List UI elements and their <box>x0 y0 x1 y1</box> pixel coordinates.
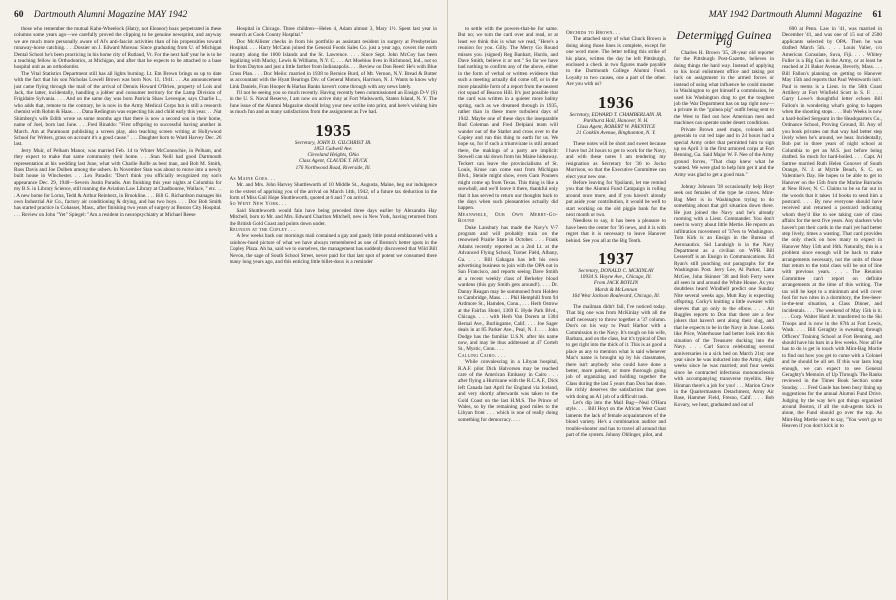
class-year-1935: 1935 <box>315 120 352 140</box>
right-page-header <box>458 10 882 24</box>
paragraph: These notes will be short and sweet because I have but 24 hours to get to work for the Navy, and with these notes I am tendering my resignation as Secretary for '36 to Jocko Morrison, so that the Executive Committee can elect your new one. <box>566 141 666 180</box>
right-column-1 <box>458 26 558 600</box>
paragraph: The attached story of what Chuck Brown is doing along those lines is complete, except for one word more. The letter telling this strike of his plans, written the day he left Pittsburgh, enclosed a check in two figures made payable to the Dartmouth College Alumni Fund. Loyalty to two causes, one a part of the other. Are you with us? <box>566 36 666 88</box>
paragraph: Said Shuttleworth would fain have being preceded three days earlier by Alexandra Hay Mitchell, born to Mr. and Mrs. Edward Charlton Mitchell, new in New York, having returned from the British Gold Coast and points down under. <box>229 207 437 227</box>
class-address: Parkhurst Hall, Hanover, N. H. <box>583 117 649 124</box>
paragraph: The mailman didn't fail, I've noticed today. That big one was from McKinlay with all the stuff necessary to throw together a '37 column. Don's on his way to Pearl Harbor with a Commission in the Navy. It's tough on his wife, Barbara, and on the class, but it's typical of Don to get right into the thick of it. This is as good a place as any to mention what is said whenever Mac's name is brought up by his classmates, there isn't anybody who could have done a better, more patient, or more thorough going job of organizing and holding together the Class during the last 5 years than Don has done. He richly deserves the satisfaction that goes with doing an A1 job of a difficult task. <box>566 303 666 400</box>
right-running-head: MAY 1942 Dartmouth Alumni Magazine <box>708 10 863 20</box>
class-address: 1853 Cadwell Ave. <box>313 145 353 152</box>
class-secretary: Secretary, EDWARD T. CHAMBERLAIN JR. <box>569 111 663 118</box>
paragraph: Doc McAllister checks in from his portfolio as assistant resident in surgery at Presbyterian Hospital. . . . Harry McCann joined the General Foods Sales Co. just a year ago, covers the north country along the 1000 Islands and the St. Lawrence. . . . Since Sept. John McCoy has been legalizing with Macky, Lewis & Williams, N.Y. C. . . . Art Moebius lives in Richmond, Ind., not so far from Dayton and just a little farther from Indianapolis. . . . Review on Don Reed: He's with Blue Cross Plan. . . . Doc Meilo: married in 1938 to Bernice Burd, of Mt. Vernon, N.Y. Bread & Butter as accountant with the Hyatt Bearings Div. of General Motors, Harrison, N. J. Wants to know why Link Daniels, Fran Hooper & Harlan Banks haven't come through with any news lately. <box>229 38 437 90</box>
column-contributor: From JACK BOYLIN <box>593 280 639 287</box>
right-page-number: 61 <box>872 10 882 20</box>
class-1935-header <box>230 122 438 171</box>
class-agent: Class Agent, ROBERT W. PRENTICE <box>576 124 656 131</box>
paragraph: Needless to say, it has been a pleasure to have been the center for '36 news, and it is with regret that it is necessary to leave Hanover behind. See you all at the Big Tenth. <box>566 218 666 244</box>
paragraph: Hospital in Chicago. Three children—Helen 4, Adam almost 3, Mary 1½. Spent last year in research at Cook County Hospital." <box>229 26 437 39</box>
paragraph: Charles H. Brown '35, 28-year old reporter for the Pittsburgh Post-Gazette, believes in doing things the hard way. Instead of applying to his local enlistment office and taking pot luck on assignment in the armed forces or instead of using what influence he could muster in Washington to get himself a commission, he used his Washington drag to get the toughest job the War Department has on tap right now—a private in the "guinea pig" outfit being sent to the West to find out how American men and machines can operate under desert conditions. <box>674 49 774 127</box>
class-agent: Class Agent, CLAUDE T. HUCK <box>299 158 368 165</box>
subheading: As Maine Goes. . . <box>229 175 276 182</box>
paragraph: 600 at Penn. Law in '41, was married in December '41, and was one of 15 out of 2500 applicants selected by OPA. Then he was drafted March 5th. . . . Louis Valier, c/o American Consulate, Suva, Fiji. . . . Whitey Fuller is a Big Gun in the Army, or at least he reached at 21 Baker Avenue, Beverly, Mass. . . . Bill Fallon's planning on getting to Hanover May 15th and reports that Paul Wentworth isn't. Paul is teems is a Lieut. in the 56th Coast Artillery at Fort Winfield Scott in S. F. . . . Garry Lowe's thoughtful letter echoes Bill Fallon's in wondering what's going to happen when the shooting stops. . . . Bob Weeks is now a hard-boiled Sergeant in the Headquarters Co., Ordnance School, Proving Ground, Ill. Any of you book privates out that way had better step lively when he's around, we hear. Incidentally, Bob put in three years of night school at Columbia to get an M.S. just before being drafted. So much for hard-boiled. . . . Capt. Al Sattree married Ruth Helen Conover of South Orange, N. J. at Myrtle Beach, S. C. on Valentine's Day. He hopes to be able to get to Hanover on the 15th from the Marine Barracks at New River, N. C. Claims to be so far out in the woods that it takes 14 books to send him a postcard. . . . By now everyone should have received and returned a postcard indicating whom they'd like to see taking care of class affairs for the next five years. Any slackers who haven't put their cards in the mail yet had better step lively, times a wasting. That card provides the only check on how many to expect in Hanover May 15th and 16th. Naturally, this is a problem since enough will be back to make arrangements necessary, not the units of those that return to the total class will be out of line with previous years. . . . The Reunion Committee can't report on definite arrangements at the time of this writing. The tax will be kept to a minimum and will cover fool for two nites in a dormitory, the free-beer-in-the-tent situation, a Class Dinner, and incidentals. . . . The weekend of May 15th is it. . . . Corp. Walter Hard Jr. transferred to the Ski Troops and is now in the 87th at Fort Lewis, Wash. . . . Bill Geraghty is sweating through Officers' Training School at Fort Benning, and should have his bars in a few weeks. Now all he has to do is get in touch with Mint-Bag Mortie to find out how you get to come with a Colonel and he should be all set. If this war lasts long enough, we can expect to see General Geraghty's Memoirs of Up Through. The Ranks reviewed in the Times Book Section some Sunday. . . . Fred Gaule has been busy lining up suggestions for the annual Alumni Fund Drive. Judging by the way he's got things organized around Boston, if all the sub-agents kick in alone, the Fund should go over the top. As Mint-Bag Mertie used to say, "You won't go to Heaven if you don't kick in to <box>782 26 882 430</box>
paragraph: I'll not be seeing you so much recently. Having recently been commissioned an Ensign D-V (S) in the U. S. Naval Reserve, I am now on active duty at Fort Wadsworth, Staten Island, N. Y. The June issue of the Alumni Magazine should bring your new scribe into print, and here's wishing him as much fun and as many satisfactions from the assignment as I've had. <box>229 90 437 116</box>
class-year-1936: 1936 <box>598 92 634 112</box>
right-column-3 <box>674 26 774 600</box>
class-1936-header <box>566 94 666 137</box>
subheading: Orchids to Brown. . . <box>566 30 621 36</box>
paragraph: to settle with the powers-that-be for same. But no; we turn the card over and read, or at least we think this is what we read, "Here's a reunion for you. Gilly. The Merry Go Round misses you. (signed) Reg Banhart, Hurdo, and Dave Smith, believe it or not." So far we have had nothing to confirm any of the above, either in the form of verbal or written evidence that such a meeting actually did come off, or in the more plausible form of a report from the nearest riot squad of Beacon Hill. It's just possible that the card was written in a quieter more balmy spring, such as we dreamed through in 1935, rather than in these more turbulent days of 1942. Maybe one of these days the inseparable Bud Coleman and Fred Delpiani team will wander out of the Statler and cross over to the Copley and run this thing to earth for us. We hope so, for if such a triumvirate is still around there, the makings of a party are implicit: Stowell can ski down from his Maine hideaway. Teckert can leave the provincialisms of St. Louis, Kruse can come east from Michigan Blvd., Steinle might show, even Gam Pouners might come up from Texas. This thing is like a snowball, and we'll leave it there, thankful only that it has served to return our thoughts back to the days when such pleasantries actually did happen. <box>458 26 558 212</box>
paragraph: Johnny Johnson '38 occasionally help Hoyt seek out females of the type he craves. Mint-Bag Mert is in Washington trying to do something about that girl situation down there. He just joined the Navy and he's already rooming with a Lieut. Commander. You don't need to worry about little Mertie. He reports an infiltration movement of '37ers to Washington. Tom Kirk is an Ensign in the Bureau of Aeronautics. Sid Landsigh is in the Navy Department as a civilian on WPB. Bill Lesseroff is an Ensign in Communications. Ed Ryan's still punching out paragraphs for the Washington Post. Jerry Lee, Al Parker, Latta McGee, John Skinner '38 and Bob Ferry were all seen in and around the White House. As you doubtless heard Windhell predict one Sunday Nite several weeks ago, Mutt Ray is expecting offspring. Corky's knitting a little sweater with sleeves that go only to the elbow. . . . Art Ruggles reports to Don that there are a few jokers that haven't sent along their slug, and that he expects to be in the Navy in June. Looks like Price, Waterhouse had better look into this situation of the Treasurer ducking into the Navy. . . . Carl Sacco celebrating several anniversaries in a sick bed on March 21st; one year since he was inducted into the Army, eight weeks since he was married; and four weeks since he contracted infectious mononucleosis with accompanying transverse myelitis. Hey Hinman there's a job for you! . . . Marion Cruce in the Quartermasters Detachment, Army Air Base, Hammer Field, Fresno, Calif. . . . Bob Kovary, we hear, graduated and out of <box>674 183 774 408</box>
subheading: Meanwhile, Our Own Merry-Go-Round <box>458 211 558 225</box>
paragraph: Duke Lansbury has made the Navy's V-7 program and will probably train on the renowned Prairie State in October. . . . Frank Adams recently reported as a 2nd Lt. at the Advanced Flying School, Turner Field, Albany, Ga. . . . Bill Gahagan has left his own advertising business to join with the OPA out in San Francisco, and reports seeing Dave Smith at a recent weekly class of Berkeley blood wardens (this guy Smith gets around!). . . . Dr. Danny Reagan may be summoned from Holden to Cambridge, Mass. . . . Phil Hemphill from 94 Ardmore St., Hamden, Conn., . . . Herb Ostrow at the Fairfax Hotel, 1369 E. Hyde Park Blvd., Chicago. . . . with Herb Van Dorem at 1304 Bernal Ave., Burlingame, Calif. . . . Joe Sager deals in at 85 Parker Ave., Peal, N. J. . . . John Dodge has the familiar U.S.N. after his name now, and may be thus addressed at 47 Cortelt St., Mystic, Conn. . . . <box>458 224 558 353</box>
left-column-2 <box>230 26 438 600</box>
paragraph: A few weeks back our mornings mail contained a gay and gaudy little postal emblazoned with a rainbow-hued picture of what we have always remembered as one of Boston's better spots in the Copley Plaza. Ah ha, said we to ourselves, the management has suddenly discovered that Wild Bill Nevon, the sage of South School Street, never paid for that last spot of potent we consumed there many long years ago, and this enticing little billet-doux is a reminder <box>229 233 437 265</box>
left-column-1 <box>14 26 222 600</box>
paragraph: Let's dip into the Mail Bag—Neal O'Hara style. . . . Bill Hoyt on the African West Coast laments the lack of female acquaintances of the blond variety. He's a combination auditor and trouble-shooter and has to travel all around that part of the system. Johnny Ohlinger, pilot, and <box>566 400 666 439</box>
paragraph: The Vital Statistics Department still has all lights burning. Lt. Em Brown brings us up to date with the fact that his son Nicholas Lowell Brown was born Nov. 11, 1941. . . .An announcement just came flying through the mail of the arrival of Dennis Howard O'Brien, property of Lois and Jack, the latter, incidentally, handling a jobber and consumer territory for the Lamp Division of Frigidaire Sylvania. . . . And on the same day was born Patricia Shaw Levesque, says Charlie L., who adds that, remote to the contrary, he is now in the Army Medical Corps but is still a research chemist with Rohm & Haas. . . . Dana Redington was expecting his and child early this year. . . .Nat Shimberg's wife Edith wrote us some months ago that there is now a second son in their home, name of Joel, born last June. . . .Fred Rinaldo: "First offspring to successful having another in March. Am at Paramount publishing a screen play, also teaching screen writing at Hollywood School for Writers, grass on account it's a good cause." . . . Daughter born to Ward Harvey Dec. 26 last. <box>14 70 222 148</box>
paragraph: those who remember the mutual Kahn-Wheelock (Hatry, not Eleanor) hoax perpetrated in these columns some years ago—we carefully proved the clipping to be genuine newsprint, and anyway we are much more personally aware of Al's anti-fascist activities than of his propensities toward runaway-horse catching. . . .Dossier on J. Edward Moreau: Since graduating from U. of Michigan Dental School he's been practicing in his home city of Rutland, Vt. For the next half year he is to be a teaching fellow in Orthodontics, at Michigan, and after that he expects to be attached to a base hospital unit as an orthodontist. <box>14 26 222 71</box>
right-page <box>448 0 896 600</box>
left-page-header <box>14 10 437 24</box>
right-column-2 <box>566 26 666 600</box>
paragraph: Mr. and Mrs. John Harvey Shuttleworth of 10 Middle St., Augusta, Maine, beg our indulgence to the extent of apprising you of the arrival on March 14th, 1942, of a future tax deduction in the form of Miss Gail Hope Shuttleworth, quoted at 6 and 7 on arrival. <box>229 182 437 201</box>
paragraph: Before leaving for Ypsilanti, let me remind you that the Alumni Fund Campaign is rolling around once more, and if you haven't already put aside your contribution, it would be well to start working on the old piggie bank for the next month or two. <box>566 179 666 218</box>
contributor-company: Marsh & McLennan <box>594 286 638 293</box>
class-year-1937: 1937 <box>598 248 634 268</box>
class-agent-address: 176 Northwood Road, Riverside, Ill. <box>295 164 371 171</box>
class-address: Cleveland Heights, Ohio <box>307 152 359 159</box>
subheading: Reunion at the Copley. . . <box>229 226 296 233</box>
paragraph: While convalescing in a Libyan hospital, R.A.F. pilot Dick Halvorsen may be reached care of the American Embassy in Cairo . . . after flying a Hurricane with the R.C.A.F., Dick left Canada last April for England via Iceland, and very shortly afterwards was taken to the Gold Coast on the last H.M.S. The Prince of Wales, so by the remaining good miles to the Libyan front . . . which is one of really doing something for democracy. . . . <box>458 359 558 423</box>
class-secretary: Secretary, DONALD C. MCKINLAY <box>578 267 654 274</box>
paragraph: Private Brown used maps, colonels and generals to cut red tape and in 24 hours had a special Army order that permitted him to sign up on April 3 in the first armored corps at Fort Benning, Ga. Said Major W. F. Nee of the Army ground forces, "That chap knew what he wanted. We were glad to help him get it and the Army was glad to get a good man." <box>674 126 774 178</box>
class-secretary: Secretary, JOHN D. GILCHRIST JR. <box>294 139 372 146</box>
class-address: 10934 S. Hoyne Ave., Chicago, Ill. <box>580 274 652 281</box>
left-page-number: 60 <box>14 10 24 20</box>
feature-title: Determined Guinea Pig <box>676 28 772 49</box>
paragraph: Jerry Muir, of Pelham Manor, was married Feb. 14 to Winter McConnochie, in Pelham, and they expect to make that same community their home. . . .Stan Neill had good Dartmouth representation at his wedding last June, what with Charlie Rolfe as best man, and Bob M. Smith, Russ Davis and Joe Dolben among the ushers. In November Stan was about to move into a newly built house in Winchester. . . .Lex Paradis: "Don't think you officially recognized my son's appearance Dec. 29, 1940—Severn Justin Paradis. Am finishing this year nights at Columbia for my B.S. in Library Science, still running the Aviation Law Library at Chadbourne, Wallace, " etc. . . . A new home for Lorna, Tedd & Arthur Reinherz, in Brookline. . . . Bill G. Richardson manages his own Industrial Air Co., factory air conditioning & drying, and has two boys. . . . Doc Bob Smith has started practice in Cohasset, Mass., after finishing two years of surgery at Boston City Hospital. . . . Review on John "Yet" Spiegel: "Am a resident in neuropsychiatry at Michael Reese <box>14 147 222 218</box>
right-page-columns <box>458 26 882 600</box>
subheading: So Went New York. . . <box>229 201 287 208</box>
contributor-address: 164 West Jackson Boulevard, Chicago, Ill. <box>571 292 661 299</box>
class-1937-header <box>566 250 666 299</box>
left-page-columns <box>14 26 437 600</box>
left-running-head: Dartmouth Alumni Magazine MAY 1942 <box>33 10 188 20</box>
class-agent-address: 21 Conklin Avenue, Binghamton, N. Y. <box>576 130 656 137</box>
subheading: Calling Cairo. . . . <box>458 352 506 359</box>
right-column-4 <box>782 26 882 600</box>
